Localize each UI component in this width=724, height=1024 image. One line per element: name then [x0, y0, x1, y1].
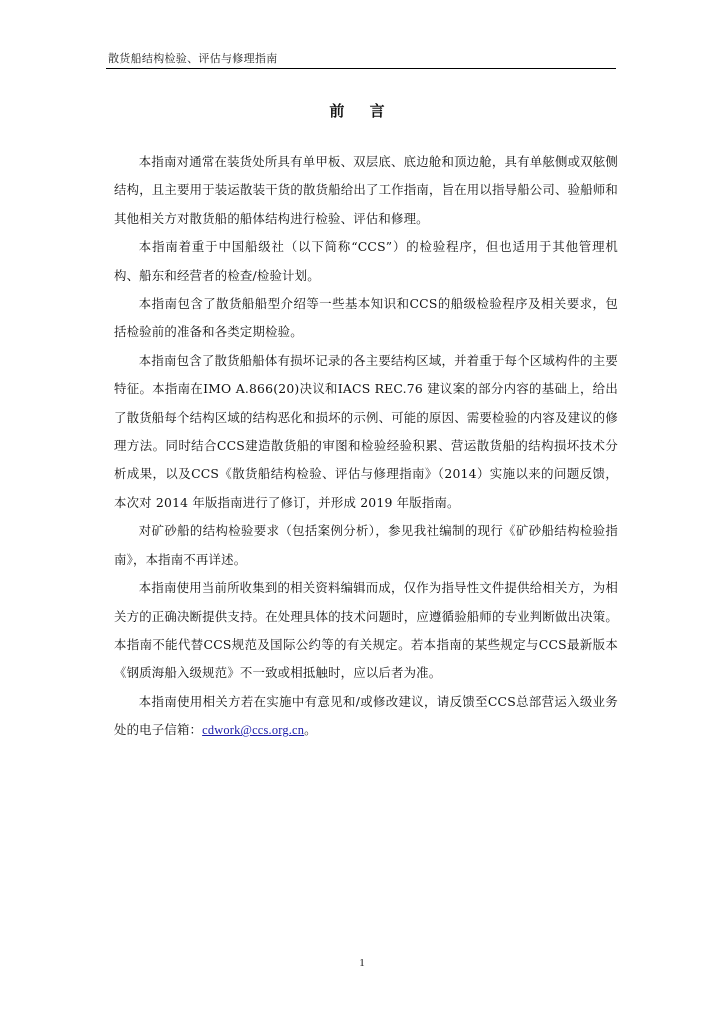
paragraph-7-text: 本指南使用相关方若在实施中有意见和/或修改建议，请反馈至CCS总部营运入级业务处的电子信箱：: [114, 693, 618, 738]
running-header: 散货船结构检验、评估与修理指南: [108, 52, 278, 65]
page-number: 1: [359, 957, 365, 969]
page-title: 前 言: [329, 102, 395, 120]
body-text: [114, 148, 618, 745]
paragraph-7: [114, 688, 618, 745]
paragraph-4: 本指南包含了散货船船体有损坏记录的各主要结构区域，并着重于每个区域构件的主要特征。本指南在IMO A.866(20)决议和IACS REC.76 建议案的部分内容的基础上，给出了散货船每个结构区域的结构恶化和损坏的示例、可能的原因、需要检验的内容及建议的修理方法。同时结合CCS建造散货船的审图和检验经验积累、营运散货船的结构损坏技术分析成果，以及CCS《散货船结构检验、评估与修理指南》（2014）实施以来的问题反馈，本次对 2014 年版指南进行了修订，并形成 2019 年版指南。: [114, 352, 618, 510]
paragraph-1: 本指南对通常在装货处所具有单甲板、双层底、底边舱和顶边舱，具有单舷侧或双舷侧结构，且主要用于装运散装干货的散货船给出了工作指南，旨在用以指导船公司、验船师和其他相关方对散货船的船体结构进行检验、评估和修理。: [114, 154, 618, 226]
paragraph-3: 本指南包含了散货船船型介绍等一些基本知识和CCS的船级检验程序及相关要求，包括检验前的准备和各类定期检验。: [114, 296, 618, 340]
email-link[interactable]: cdwork@ccs.org.cn: [202, 723, 305, 738]
paragraph-7-end: 。: [304, 722, 317, 738]
paragraph-2: 本指南着重于中国船级社（以下简称“CCS”）的检验程序，但也适用于其他管理机构、船东和经营者的检查/检验计划。: [114, 239, 618, 283]
paragraph-5: 对矿砂船的结构检验要求（包括案例分析），参见我社编制的现行《矿砂船结构检验指南》，本指南不再详述。: [114, 523, 618, 567]
header-rule: [106, 68, 616, 69]
paragraph-6: 本指南使用当前所收集到的相关资料编辑而成，仅作为指导性文件提供给相关方，为相关方的正确决断提供支持。在处理具体的技术问题时，应遵循验船师的专业判断做出决策。本指南不能代替CCS规范及国际公约等的有关规定。若本指南的某些规定与CCS最新版本《钢质海船入级规范》不一致或相抵触时，应以后者为准。: [114, 580, 618, 681]
